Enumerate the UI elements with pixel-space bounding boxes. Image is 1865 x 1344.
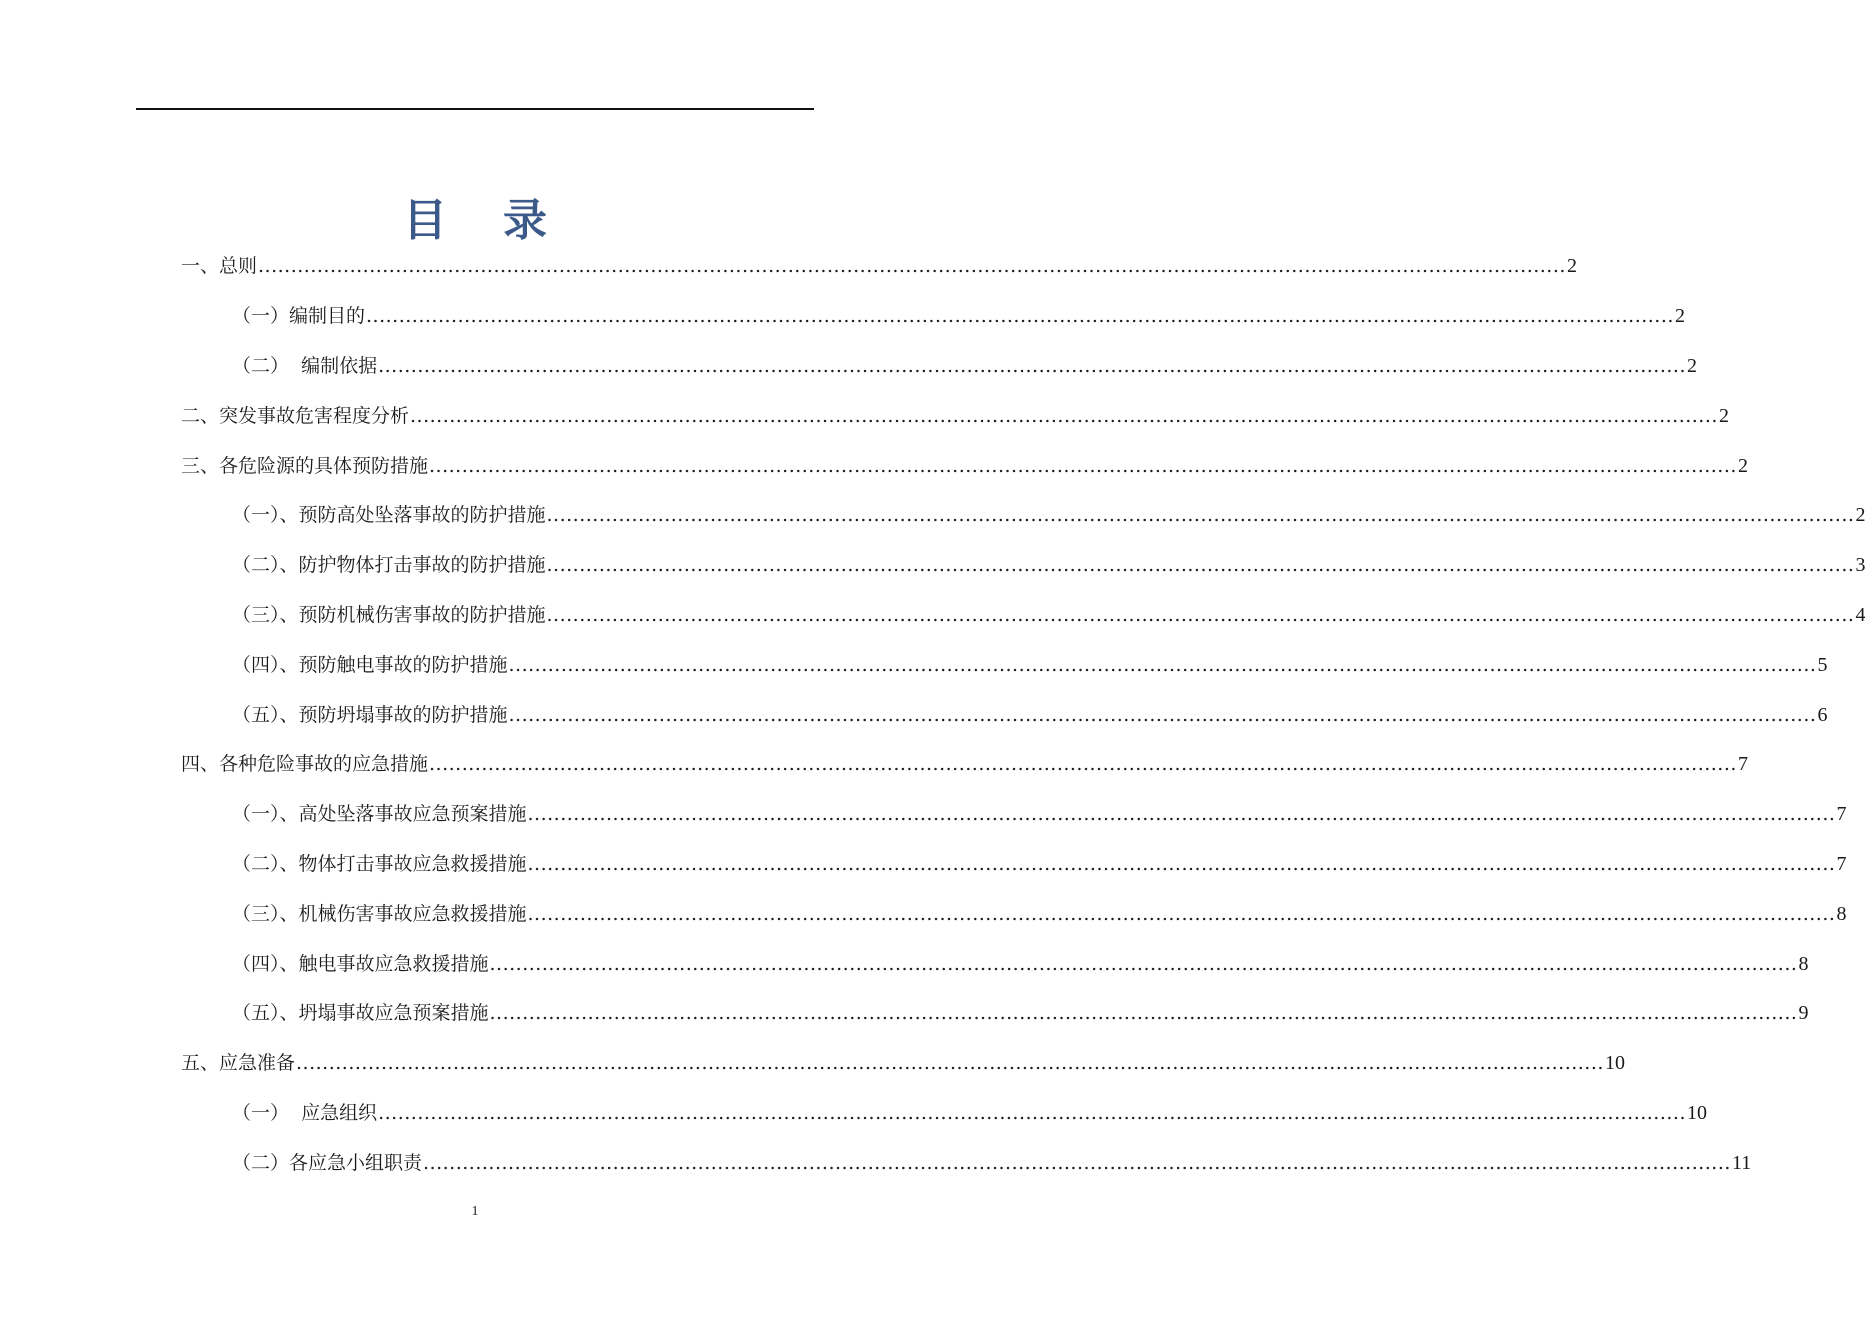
toc-dot-leader: ........................................................................................................................................................................................................: [378, 1101, 1687, 1124]
toc-entry-row: [232, 1098, 1708, 1125]
toc-entry-label: （一）、高处坠落事故应急预案措施: [232, 803, 527, 826]
toc-entry[interactable]: [0, 1037, 1625, 1087]
toc-entry-row: [181, 451, 1748, 478]
toc-entry-page-number: 2: [1855, 504, 1865, 527]
toc-entry[interactable]: [0, 838, 1847, 888]
toc-dot-leader: ........................................................................................................................................................................................................: [527, 803, 1836, 826]
toc-entry[interactable]: [0, 1136, 1752, 1186]
table-of-contents: [0, 240, 1865, 1186]
toc-entry-row: [232, 700, 1828, 727]
toc-entry-row: [181, 1048, 1625, 1075]
toc-entry-row: [232, 500, 1865, 527]
toc-entry-page-number: 8: [1798, 952, 1809, 975]
toc-entry-row: [232, 351, 1698, 378]
toc-entry[interactable]: [0, 389, 1729, 439]
toc-dot-leader: ........................................................................................................................................................................................................: [429, 454, 1737, 477]
toc-entry-label: （四）、预防触电事故的防护措施: [232, 653, 508, 676]
toc-entry-page-number: 7: [1737, 753, 1748, 776]
toc-dot-leader: ........................................................................................................................................................................................................: [489, 952, 1798, 975]
toc-entry[interactable]: [0, 240, 1577, 290]
toc-entry-page-number: 2: [1674, 305, 1685, 328]
toc-entry[interactable]: [0, 688, 1828, 738]
toc-entry-page-number: 5: [1817, 653, 1828, 676]
toc-dot-leader: ........................................................................................................................................................................................................: [429, 753, 1737, 776]
toc-entry-row: [232, 550, 1865, 577]
page-number: 1: [471, 1204, 479, 1219]
toc-entry-label: （二）、物体打击事故应急救援措施: [232, 852, 527, 875]
toc-entry-page-number: 7: [1836, 803, 1847, 826]
toc-entry[interactable]: [0, 1087, 1708, 1137]
toc-entry-label: （二）、防护物体打击事故的防护措施: [232, 554, 546, 577]
toc-entry-row: [232, 899, 1847, 926]
toc-entry-label: 一、总则: [181, 255, 258, 278]
page-title: 目录: [403, 195, 603, 247]
toc-dot-leader: ........................................................................................................................................................................................................: [410, 404, 1718, 427]
toc-entry-row: [232, 301, 1685, 328]
toc-entry[interactable]: [0, 539, 1865, 589]
toc-entry-label: 四、各种危险事故的应急措施: [181, 753, 429, 776]
toc-entry-label: （一）、预防高处坠落事故的防护措施: [232, 504, 546, 527]
toc-entry[interactable]: [0, 489, 1865, 539]
toc-dot-leader: ........................................................................................................................................................................................................: [258, 255, 1566, 278]
toc-entry-label: （一）编制目的: [232, 305, 366, 328]
toc-entry[interactable]: [0, 738, 1748, 788]
toc-entry-label: （二） 编制依据: [232, 354, 378, 377]
toc-dot-leader: ........................................................................................................................................................................................................: [378, 354, 1687, 377]
toc-entry-page-number: 9: [1798, 1002, 1809, 1025]
toc-entry-page-number: 6: [1817, 703, 1828, 726]
toc-entry-row: [181, 251, 1577, 278]
toc-entry-row: [232, 998, 1809, 1025]
toc-entry-label: （一） 应急组织: [232, 1101, 378, 1124]
toc-dot-leader: ........................................................................................................................................................................................................: [508, 653, 1817, 676]
toc-dot-leader: ........................................................................................................................................................................................................: [527, 902, 1836, 925]
toc-entry-label: （二）各应急小组职责: [232, 1151, 423, 1174]
toc-entry-page-number: 2: [1566, 255, 1577, 278]
toc-entry[interactable]: [0, 937, 1809, 987]
toc-dot-leader: ........................................................................................................................................................................................................: [546, 554, 1855, 577]
toc-dot-leader: ........................................................................................................................................................................................................: [527, 852, 1836, 875]
toc-entry-page-number: 10: [1604, 1052, 1625, 1075]
toc-entry-label: （三）、机械伤害事故应急救援措施: [232, 902, 527, 925]
toc-entry[interactable]: [0, 788, 1847, 838]
toc-dot-leader: ........................................................................................................................................................................................................: [546, 504, 1855, 527]
toc-entry-page-number: 2: [1737, 454, 1748, 477]
toc-dot-leader: ........................................................................................................................................................................................................: [489, 1002, 1798, 1025]
toc-entry[interactable]: [0, 638, 1828, 688]
toc-entry-row: [232, 650, 1828, 677]
toc-entry-label: 二、突发事故危害程度分析: [181, 404, 410, 427]
toc-entry-label: （四）、触电事故应急救援措施: [232, 952, 489, 975]
toc-entry-page-number: 2: [1687, 354, 1698, 377]
toc-entry-page-number: 4: [1855, 603, 1865, 626]
toc-entry-page-number: 2: [1718, 404, 1729, 427]
toc-entry-page-number: 11: [1731, 1151, 1752, 1174]
toc-entry[interactable]: [0, 340, 1698, 390]
toc-dot-leader: ........................................................................................................................................................................................................: [423, 1151, 1731, 1174]
toc-entry-row: [232, 849, 1847, 876]
toc-entry-label: 五、应急准备: [181, 1052, 296, 1075]
toc-entry-row: [181, 401, 1729, 428]
toc-entry-label: （五）、预防坍塌事故的防护措施: [232, 703, 508, 726]
toc-entry[interactable]: [0, 290, 1685, 340]
toc-entry-label: 三、各危险源的具体预防措施: [181, 454, 429, 477]
toc-entry-page-number: 10: [1687, 1101, 1708, 1124]
toc-dot-leader: ........................................................................................................................................................................................................: [508, 703, 1817, 726]
toc-entry-page-number: 3: [1855, 554, 1865, 577]
toc-entry-row: [232, 799, 1847, 826]
toc-dot-leader: ........................................................................................................................................................................................................: [366, 305, 1674, 328]
toc-entry-page-number: 8: [1836, 902, 1847, 925]
toc-entry[interactable]: [0, 589, 1865, 639]
toc-entry[interactable]: [0, 439, 1748, 489]
toc-entry-label: （三）、预防机械伤害事故的防护措施: [232, 603, 546, 626]
header-rule: [136, 108, 814, 110]
toc-entry[interactable]: [0, 987, 1809, 1037]
toc-dot-leader: ........................................................................................................................................................................................................: [546, 603, 1855, 626]
toc-entry-row: [232, 1148, 1752, 1175]
toc-entry-row: [181, 749, 1748, 776]
toc-entry-row: [232, 600, 1865, 627]
toc-entry-page-number: 7: [1836, 852, 1847, 875]
toc-dot-leader: ........................................................................................................................................................................................................: [296, 1052, 1604, 1075]
toc-entry-label: （五）、坍塌事故应急预案措施: [232, 1002, 489, 1025]
toc-entry-row: [232, 949, 1809, 976]
toc-entry[interactable]: [0, 887, 1847, 937]
